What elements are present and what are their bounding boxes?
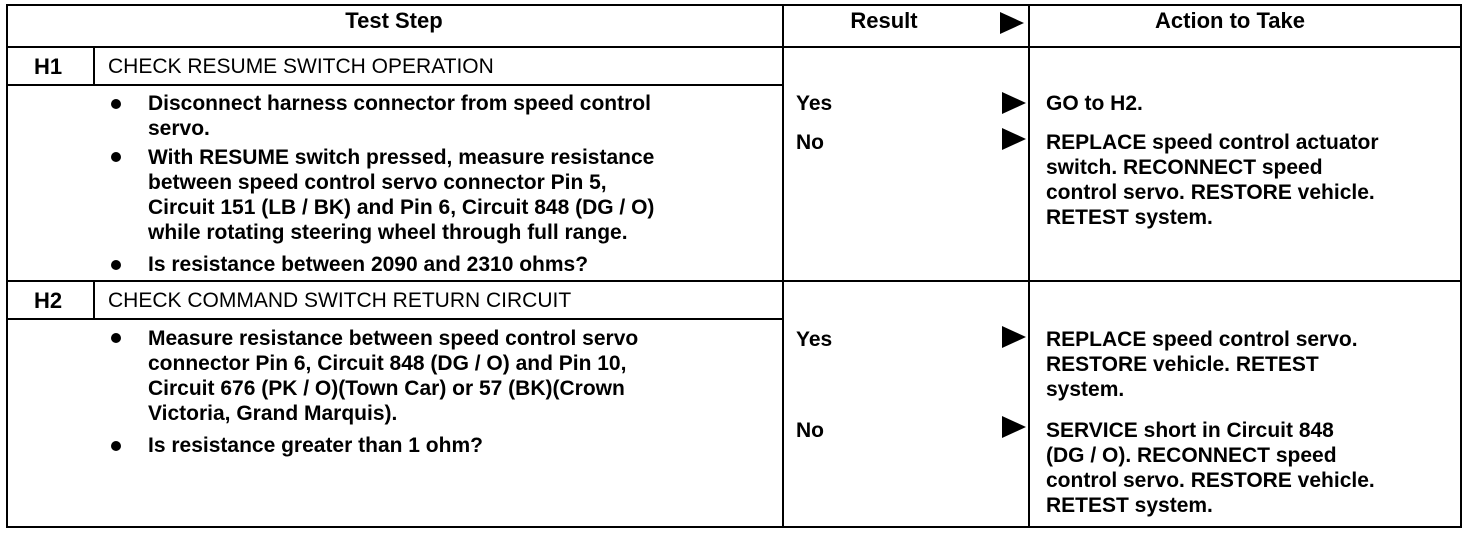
bullet-line: With RESUME switch pressed, measure resistance <box>148 146 655 169</box>
action-line: (DG / O). RECONNECT speed <box>1046 444 1337 467</box>
arrow-icon <box>1002 92 1026 114</box>
header-action: Action to Take <box>1155 8 1305 33</box>
step-id: H1 <box>34 54 63 79</box>
question-line: Is resistance between 2090 and 2310 ohms? <box>148 253 589 276</box>
action-line: switch. RECONNECT speed <box>1046 156 1323 179</box>
result-no: No <box>796 419 824 442</box>
step-id-divider <box>93 282 95 318</box>
action-line: RESTORE vehicle. RETEST <box>1046 353 1319 376</box>
action-line: GO to H2. <box>1046 92 1143 115</box>
bullet-line: connector Pin 6, Circuit 848 (DG / O) and Pin 10, <box>148 352 627 375</box>
step-title: CHECK RESUME SWITCH OPERATION <box>108 55 494 78</box>
arrow-icon <box>1002 416 1026 438</box>
bullet-icon <box>111 333 121 343</box>
header-divider <box>6 46 1462 48</box>
arrow-icon <box>1002 326 1026 348</box>
bullet-line: servo. <box>148 117 210 140</box>
action-line: RETEST system. <box>1046 206 1213 229</box>
arrow-icon <box>1000 12 1024 34</box>
action-line: REPLACE speed control servo. <box>1046 328 1358 351</box>
header-test-step: Test Step <box>345 8 443 33</box>
row-divider <box>6 280 1462 282</box>
column-divider <box>1028 4 1030 528</box>
arrow-icon <box>1002 128 1026 150</box>
action-line: system. <box>1046 378 1125 401</box>
bullet-icon <box>111 441 121 451</box>
step-id-divider <box>93 48 95 84</box>
step-id: H2 <box>34 288 63 313</box>
result-yes: Yes <box>796 328 833 351</box>
title-divider <box>6 84 783 86</box>
action-line: RETEST system. <box>1046 494 1213 517</box>
action-line: control servo. RESTORE vehicle. <box>1046 469 1375 492</box>
result-no: No <box>796 131 824 154</box>
result-yes: Yes <box>796 92 833 115</box>
bullet-icon <box>111 99 121 109</box>
action-line: control servo. RESTORE vehicle. <box>1046 181 1375 204</box>
bullet-icon <box>111 152 121 162</box>
bullet-line: Victoria, Grand Marquis). <box>148 402 398 425</box>
header-result: Result <box>850 8 918 33</box>
bullet-line: while rotating steering wheel through full range. <box>148 221 628 244</box>
title-divider <box>6 318 783 320</box>
bullet-line: Disconnect harness connector from speed control <box>148 92 651 115</box>
question-line: Is resistance greater than 1 ohm? <box>148 434 483 457</box>
column-divider <box>782 4 784 528</box>
bullet-line: Circuit 151 (LB / BK) and Pin 6, Circuit 848 (DG / O) <box>148 196 655 219</box>
action-line: SERVICE short in Circuit 848 <box>1046 419 1334 442</box>
action-line: REPLACE speed control actuator <box>1046 131 1379 154</box>
bullet-line: between speed control servo connector Pin 5, <box>148 171 607 194</box>
bullet-line: Circuit 676 (PK / O)(Town Car) or 57 (BK)(Crown <box>148 377 625 400</box>
bullet-icon <box>111 260 121 270</box>
bullet-line: Measure resistance between speed control servo <box>148 327 639 350</box>
step-title: CHECK COMMAND SWITCH RETURN CIRCUIT <box>108 289 572 312</box>
